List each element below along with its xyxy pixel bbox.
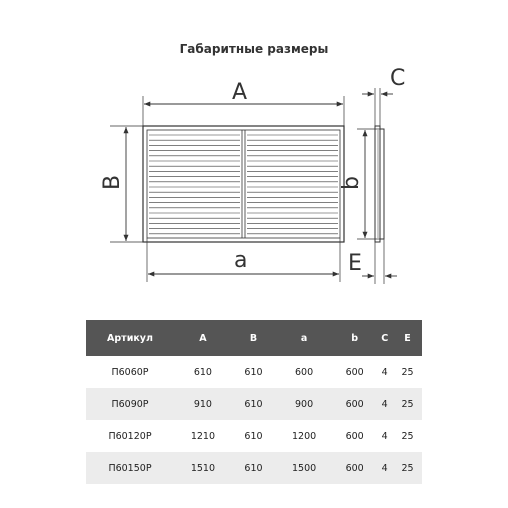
col-header-C: C	[376, 320, 393, 356]
table-cell: 610	[244, 430, 263, 442]
table-row	[86, 420, 422, 452]
table-cell: 25	[401, 366, 414, 378]
table-cell: 610	[193, 366, 212, 378]
table-cell: 25	[393, 452, 422, 484]
table-cell: 1510	[174, 452, 232, 484]
table-cell: 610	[232, 388, 275, 420]
table-cell: 4	[381, 366, 388, 378]
table-cell: 4	[376, 452, 393, 484]
table-cell: 4	[381, 430, 388, 442]
table-cell: 600	[333, 452, 376, 484]
table-cell: 1210	[190, 430, 215, 442]
table-cell: 600	[295, 366, 314, 378]
table-header-row	[86, 320, 422, 356]
table-cell: 1500	[275, 452, 333, 484]
table-cell: П6090Р	[86, 388, 174, 420]
col-header-A: A	[174, 320, 232, 356]
dim-b-label: b	[339, 176, 364, 190]
side-view	[375, 126, 384, 242]
table-row	[86, 356, 422, 388]
col-header-E: E	[393, 320, 422, 356]
table-cell: П60120Р	[108, 430, 152, 442]
table-cell: 600	[333, 388, 376, 420]
table-cell: 600	[345, 430, 364, 442]
table-cell: 900	[275, 388, 333, 420]
dim-E-label: E	[348, 251, 362, 276]
col-header-b: b	[333, 320, 376, 356]
table-cell: 4	[376, 388, 393, 420]
dim-A-label: A	[232, 80, 248, 105]
table-cell: 910	[174, 388, 232, 420]
table-cell: 610	[232, 452, 275, 484]
page-title: Габаритные размеры	[179, 42, 329, 56]
dim-C-label: C	[390, 66, 406, 91]
dim-B-label: B	[100, 174, 125, 190]
col-header-article: Артикул	[86, 320, 174, 356]
table-cell: 610	[244, 366, 263, 378]
table-cell: 600	[345, 366, 364, 378]
spec-table	[86, 320, 422, 484]
table-cell: 25	[401, 430, 414, 442]
table-cell: П60150Р	[86, 452, 174, 484]
col-header-a: a	[275, 320, 333, 356]
table-cell: 1200	[291, 430, 317, 442]
dim-a-label: a	[234, 248, 248, 273]
table-row	[86, 388, 422, 420]
table-cell: 25	[393, 388, 422, 420]
front-view	[143, 126, 344, 242]
louver-lines	[149, 135, 338, 234]
table-row	[86, 452, 422, 484]
table-cell: П6060Р	[111, 366, 149, 378]
col-header-B: B	[232, 320, 275, 356]
